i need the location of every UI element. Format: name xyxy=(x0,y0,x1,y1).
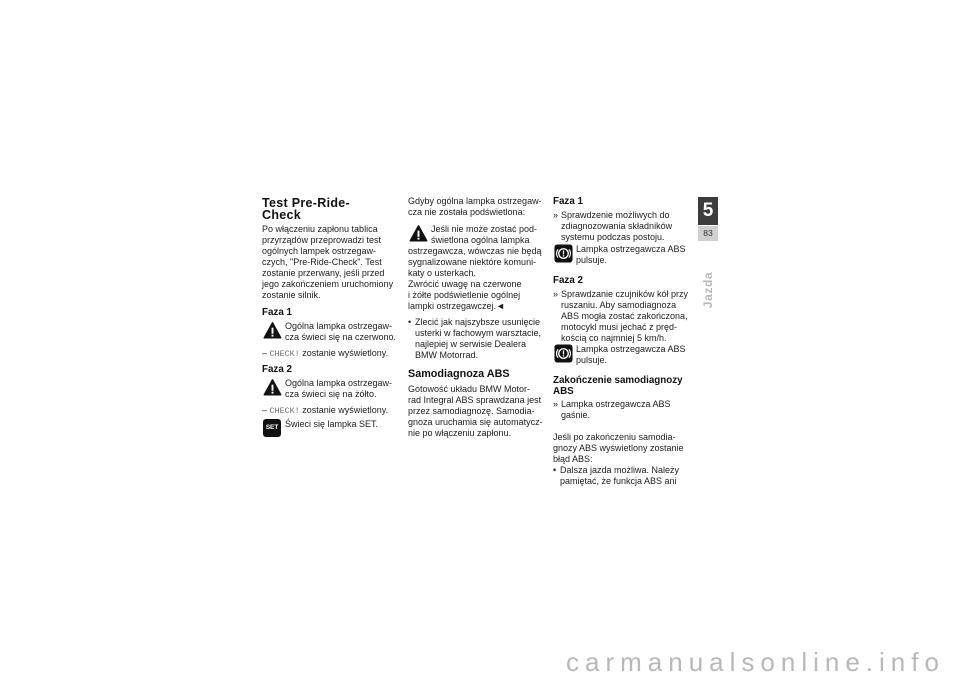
warning-triangle-icon xyxy=(409,224,428,243)
text-line: najlepiej w serwisie Dealera xyxy=(415,339,527,349)
phase-2-heading: Faza 2 xyxy=(262,364,292,375)
text-line: Gdyby ogólna lampka ostrzegaw- xyxy=(408,196,542,206)
warning-lamp-red-note xyxy=(262,321,398,343)
text-line: błąd ABS: xyxy=(553,454,593,464)
watermark-text: carmanualsonline.info xyxy=(566,647,945,677)
text-line: Świeci się lampka SET. xyxy=(285,419,379,429)
abs-completion-step xyxy=(553,399,691,421)
text-line: przyrządów przeprowadzi test xyxy=(262,235,382,245)
abs-phase-2-heading: Faza 2 xyxy=(553,275,583,286)
text-line: gnoza uruchamia się automatycz- xyxy=(408,417,543,427)
action-bullet xyxy=(408,317,548,361)
heading-line: Check xyxy=(262,208,302,222)
text-line: sygnalizowane niektóre komuni- xyxy=(408,257,537,267)
phase-1-heading: Faza 1 xyxy=(262,307,292,318)
text-line: motocykl musi jechać z pręd- xyxy=(561,322,678,332)
warning-note xyxy=(408,224,548,246)
warning-lamp-yellow-note xyxy=(262,378,398,400)
display-text: zostanie wyświetlony. xyxy=(302,405,389,415)
text-line: pulsuje. xyxy=(576,255,608,265)
set-lamp-note xyxy=(262,419,398,439)
text-line: Ogólna lampka ostrzegaw- xyxy=(285,321,393,331)
text-line: Zlecić jak najszybsze usunięcie xyxy=(415,317,541,327)
heading-line: Zakończenie samodiagnozy xyxy=(553,375,683,386)
result-marker: » xyxy=(553,210,559,220)
abs-error-bullet xyxy=(553,465,691,487)
bullet-marker: • xyxy=(553,465,557,475)
text-line: Jeśli po zakończeniu samodia- xyxy=(553,432,676,442)
text-line: zostanie przerwany, jeśli przed xyxy=(262,268,385,278)
abs-completion-heading xyxy=(553,375,691,397)
text-line: systemu podczas postoju. xyxy=(561,232,665,242)
section-heading-pre-ride-check xyxy=(262,197,398,221)
text-line: cza nie została podświetlona: xyxy=(408,207,526,217)
text-line: i żółte podświetlenie ogólnej xyxy=(408,290,521,300)
text-line: Sprawdzanie czujników kół przy xyxy=(561,289,689,299)
text-line: ogólnych lampek ostrzegaw- xyxy=(262,246,377,256)
column-abs-phases xyxy=(553,196,691,487)
text-line: Jeśli nie może zostać pod- xyxy=(431,224,538,234)
intro-paragraph xyxy=(262,224,398,301)
abs-error-paragraph xyxy=(553,432,691,465)
check-display-line xyxy=(262,348,398,359)
abs-lamp-note xyxy=(553,244,691,266)
text-line: czych, "Pre-Ride-Check". Test xyxy=(262,257,382,267)
display-text: zostanie wyświetlony. xyxy=(302,348,389,358)
text-line: gnozy ABS wyświetlony zostanie xyxy=(553,443,684,453)
text-line: katy o usterkach. xyxy=(408,268,477,278)
text-line: BMW Motorrad. xyxy=(415,350,479,360)
text-line: Lampka ostrzegawcza ABS xyxy=(576,244,686,254)
text-line: Dalsza jazda możliwa. Należy xyxy=(560,465,680,475)
abs-phase-2-step xyxy=(553,289,691,344)
chapter-number-tab: 5 xyxy=(698,197,718,225)
text-line: gaśnie. xyxy=(561,410,591,420)
text-line: zostanie silnik. xyxy=(262,290,321,300)
text-line: zdiagnozowania składników xyxy=(561,221,673,231)
text-line: Zwrócić uwagę na czerwone xyxy=(408,279,522,289)
bullet-marker: • xyxy=(408,317,412,327)
text-line: ruszaniu. Aby samodiagnoza xyxy=(561,300,677,310)
heading-line: ABS xyxy=(553,386,574,397)
condition-paragraph xyxy=(408,196,548,218)
warning-triangle-icon xyxy=(263,321,282,340)
heading-line: Test Pre-Ride- xyxy=(262,196,351,210)
section-heading-abs-self-diagnosis: Samodiagnoza ABS xyxy=(408,368,510,380)
abs-phase-1-heading: Faza 1 xyxy=(553,196,583,207)
warning-note-continuation xyxy=(408,246,548,312)
dash-marker: – xyxy=(262,348,268,358)
text-line: jego zakończeniem uruchomiony xyxy=(262,279,394,289)
text-line: świetlona ogólna lampka xyxy=(431,235,530,245)
text-line: ABS mogła zostać zakończona, xyxy=(561,311,688,321)
text-line: Sprawdzenie możliwych do xyxy=(561,210,670,220)
text-line: rad Integral ABS sprawdzana jest xyxy=(408,395,542,405)
text-line: Lampka ostrzegawcza ABS xyxy=(561,399,671,409)
result-marker: » xyxy=(553,399,559,409)
dash-marker: – xyxy=(262,405,268,415)
display-code-check: CHECK! xyxy=(269,406,300,416)
text-line: ostrzegawcza, wówczas nie będą xyxy=(408,246,542,256)
abs-warning-lamp-icon xyxy=(554,244,573,263)
column-warning-and-abs xyxy=(408,196,548,439)
text-line: cza świeci się na czerwono. xyxy=(285,332,397,342)
page-number: 83 xyxy=(698,226,718,241)
text-line: lampki ostrzegawczej.◄ xyxy=(408,301,505,311)
abs-intro-paragraph xyxy=(408,384,548,439)
check-display-line xyxy=(262,405,398,416)
abs-phase-1-step xyxy=(553,210,691,243)
set-lamp-icon: SET xyxy=(263,419,281,437)
result-marker: » xyxy=(553,289,559,299)
abs-warning-lamp-icon xyxy=(554,344,573,363)
warning-triangle-icon xyxy=(263,378,282,397)
column-pre-ride-check xyxy=(262,197,398,439)
text-line: pamiętać, że funkcja ABS ani xyxy=(560,476,677,486)
chapter-title-vertical: Jazda xyxy=(701,271,715,309)
text-line: Po włączeniu zapłonu tablica xyxy=(262,224,378,234)
text-line: przez samodiagnozę. Samodia- xyxy=(408,406,535,416)
text-line: Lampka ostrzegawcza ABS xyxy=(576,344,686,354)
display-code-check: CHECK! xyxy=(269,349,300,359)
text-line: pulsuje. xyxy=(576,355,608,365)
text-line: cza świeci się na żółto. xyxy=(285,389,377,399)
text-line: usterki w fachowym warsztacie, xyxy=(415,328,542,338)
text-line: kością co najmniej 5 km/h. xyxy=(561,333,667,343)
text-line: nie po włączeniu zapłonu. xyxy=(408,428,512,438)
text-line: Gotowość układu BMW Motor- xyxy=(408,384,531,394)
text-line: Ogólna lampka ostrzegaw- xyxy=(285,378,393,388)
abs-lamp-note xyxy=(553,344,691,366)
